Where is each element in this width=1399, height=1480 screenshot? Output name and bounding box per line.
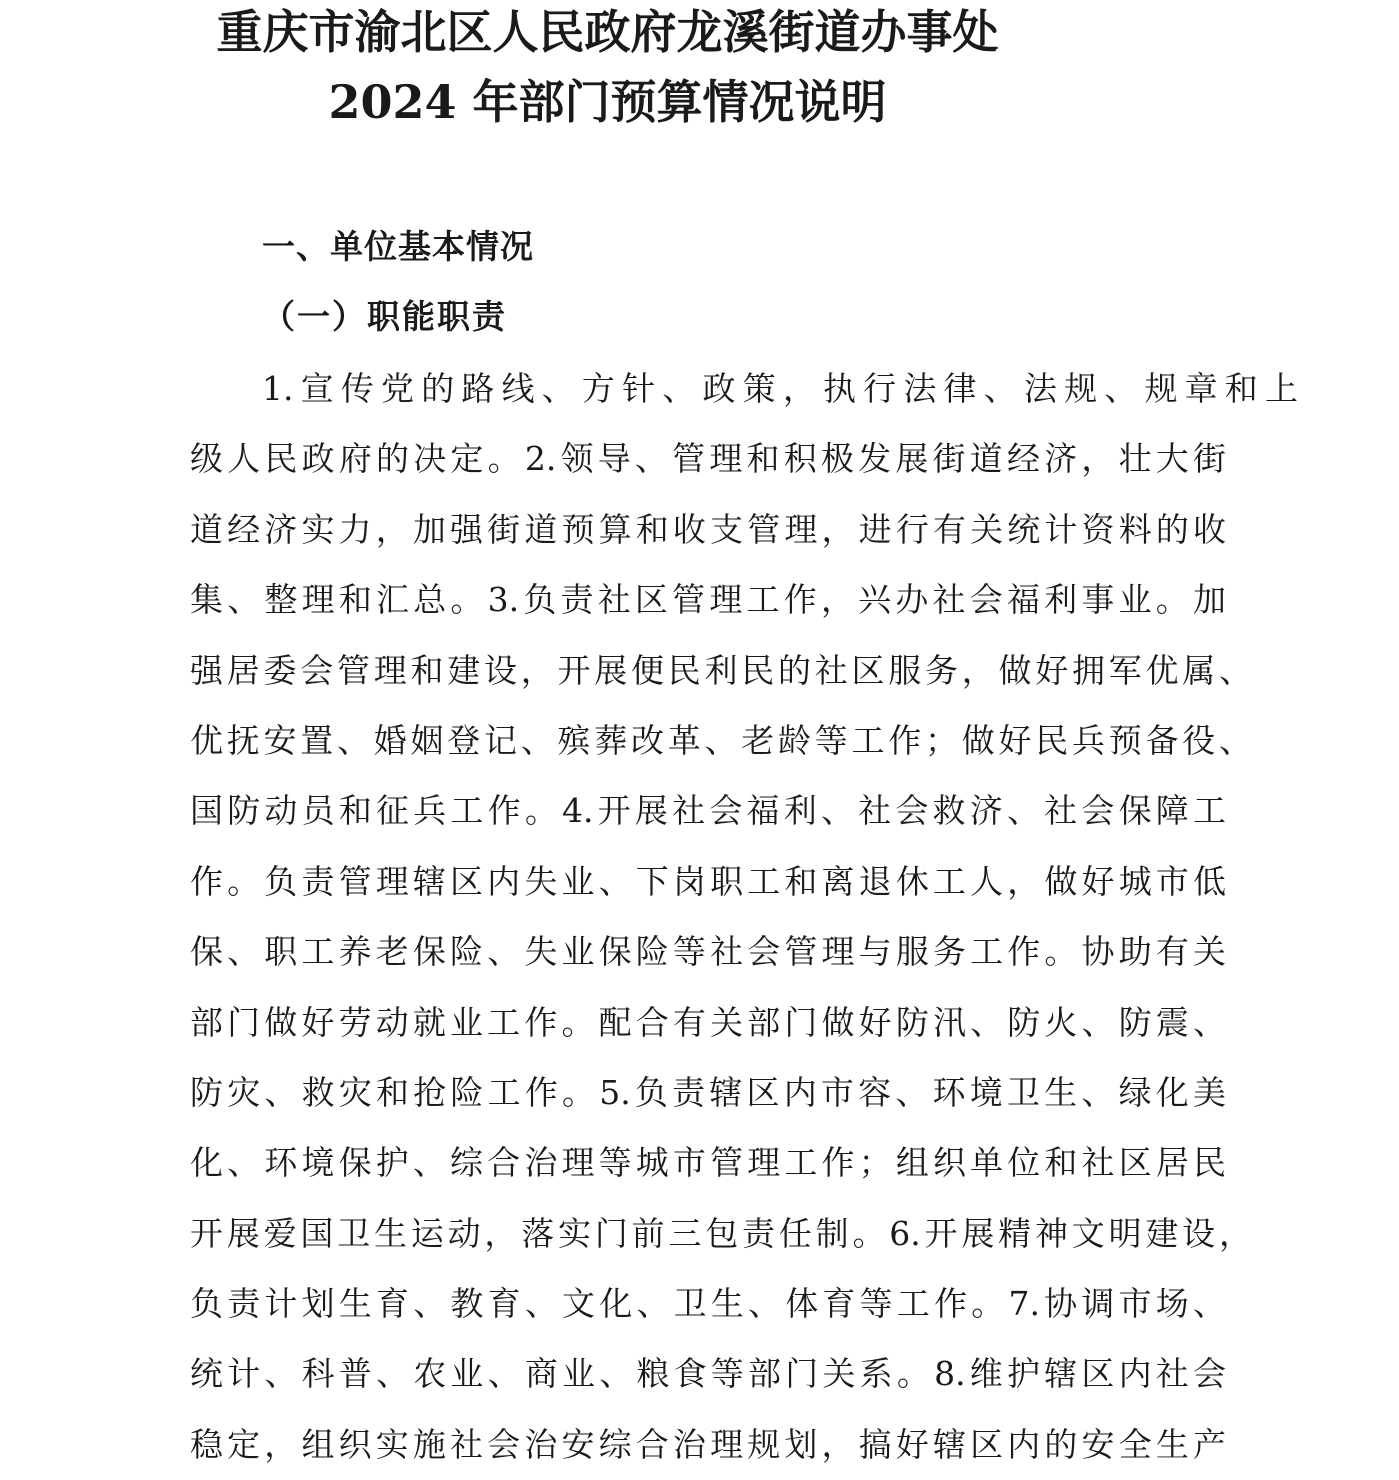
sub-heading: （一）职能职责 xyxy=(262,297,507,336)
document-title-line-1: 重庆市渝北区人民政府龙溪街道办事处 xyxy=(216,5,999,59)
body-line: 作。负责管理辖区内失业、下岗职工和离退休工人，做好城市低 xyxy=(190,861,1226,901)
body-line: 国防动员和征兵工作。4.开展社会福利、社会救济、社会保障工 xyxy=(190,791,1226,831)
body-line: 集、整理和汇总。3.负责社区管理工作，兴办社会福利事业。加 xyxy=(190,580,1226,620)
body-line: 强居委会管理和建设，开展便民利民的社区服务，做好拥军优属、 xyxy=(190,650,1252,690)
body-line: 优抚安置、婚姻登记、殡葬改革、老龄等工作；做好民兵预备役、 xyxy=(190,720,1252,760)
body-line: 防灾、救灾和抢险工作。5.负责辖区内市容、环境卫生、绿化美 xyxy=(190,1072,1226,1112)
section-heading: 一、单位基本情况 xyxy=(262,227,534,266)
body-line: 统计、科普、农业、商业、粮食等部门关系。8.维护辖区内社会 xyxy=(190,1354,1226,1394)
body-line: 化、环境保护、综合治理等城市管理工作；组织单位和社区居民 xyxy=(190,1143,1226,1183)
body-line: 稳定，组织实施社会治安综合治理规划，搞好辖区内的安全生产 xyxy=(190,1424,1226,1464)
body-line: 开展爱国卫生运动，落实门前三包责任制。6.开展精神文明建设， xyxy=(190,1213,1252,1253)
body-line: 道经济实力，加强街道预算和收支管理，进行有关统计资料的收 xyxy=(190,509,1226,549)
body-paragraph xyxy=(190,354,1298,1480)
body-line: 部门做好劳动就业工作。配合有关部门做好防汛、防火、防震、 xyxy=(190,1002,1226,1042)
body-line: 级人民政府的决定。2.领导、管理和积极发展街道经济，壮大街 xyxy=(190,439,1226,479)
body-line: 1.宣传党的路线、方针、政策，执行法律、法规、规章和上 xyxy=(262,369,1298,408)
document-title-line-2: 2024 年部门预算情况说明 xyxy=(328,75,887,129)
body-line: 保、职工养老保险、失业保险等社会管理与服务工作。协助有关 xyxy=(190,932,1226,972)
body-line: 负责计划生育、教育、文化、卫生、体育等工作。7.协调市场、 xyxy=(190,1284,1226,1324)
